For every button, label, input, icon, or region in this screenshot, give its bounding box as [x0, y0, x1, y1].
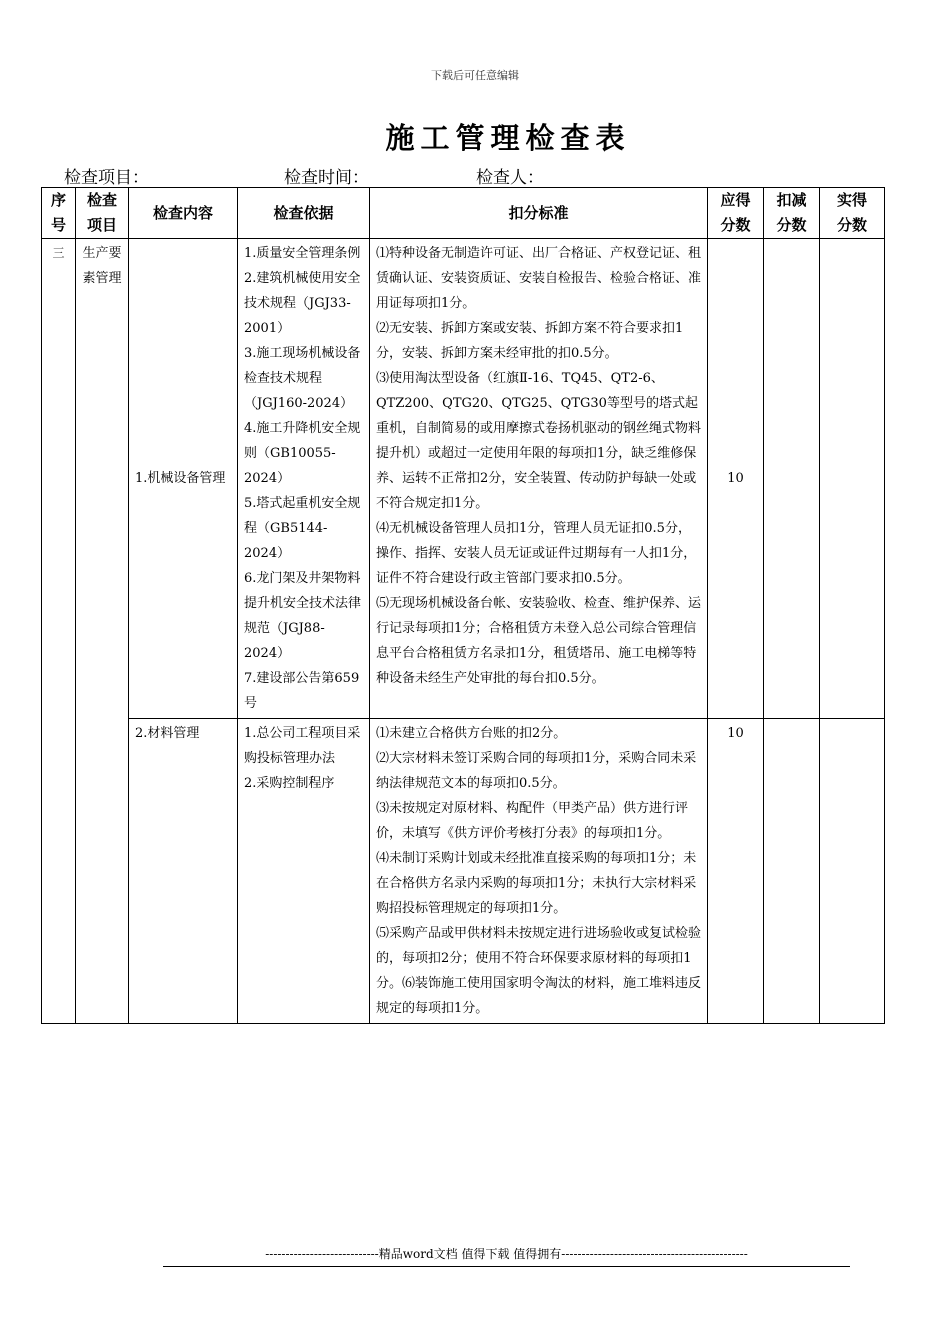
row-deduct-score[interactable]: [764, 239, 820, 719]
inspection-table: [41, 187, 885, 1024]
table-row: [42, 719, 885, 1024]
row-actual-score[interactable]: [820, 239, 885, 719]
header-deduct-score: 扣减 分数: [764, 188, 820, 239]
group-seq: 三: [42, 239, 76, 1024]
row-basis: 1.总公司工程项目采购投标管理办法 2.采购控制程序: [238, 719, 370, 1024]
group-item: 生产要素管理: [76, 239, 129, 1024]
page-title: 施工管理检查表: [385, 121, 631, 155]
header-due-score: 应得 分数: [708, 188, 764, 239]
row-content: 1.机械设备管理: [129, 239, 238, 719]
header-note: 下载后可任意编辑: [431, 69, 519, 82]
row-deduct-score[interactable]: [764, 719, 820, 1024]
row-content: 2.材料管理: [129, 719, 238, 1024]
header-actual-score: 实得 分数: [820, 188, 885, 239]
header-row: [42, 188, 885, 239]
row-due-score: 10: [708, 719, 764, 1024]
table-row: [42, 239, 885, 719]
header-content: 检查内容: [129, 188, 238, 239]
time-label: 检查时间：: [284, 168, 369, 188]
row-basis: 1.质量安全管理条例 2.建筑机械使用安全技术规程（JGJ33-2001） 3.施工现场机械设备检查技术规程（JGJ160-2024） 4.施工升降机安全规则（GB10055-2024） 5.塔式起重机安全规程（GB5144-2024） 6.龙门架及井架物料提升机安全技术法律规范（JGJ88-2024） 7.建设部公告第659号: [238, 239, 370, 719]
header-standard: 扣分标准: [370, 188, 708, 239]
header-basis: 检查依据: [238, 188, 370, 239]
row-due-score: 10: [708, 239, 764, 719]
project-label: 检查项目：: [64, 168, 149, 188]
header-item: 检查 项目: [76, 188, 129, 239]
inspector-label: 检查人：: [476, 168, 544, 188]
row-standard: ⑴未建立合格供方台账的扣2分。 ⑵大宗材料未签订采购合同的每项扣1分，采购合同未采纳法律规范文本的每项扣0.5分。 ⑶未按规定对原材料、构配件（甲类产品）供方进行评价，未填写《供方评价考核打分表》的每项扣1分。 ⑷未制订采购计划或未经批准直接采购的每项扣1分；未在合格供方名录内采购的每项扣1分；未执行大宗材料采购招投标管理规定的每项扣1分。 ⑸采购产品或甲供材料未按规定进行进场验收或复试检验的，每项扣2分；使用不符合环保要求原材料的每项扣1分。⑹装饰施工使用国家明令淘汰的材料，施工堆料违反规定的每项扣1分。: [370, 719, 708, 1024]
footer-note: ----------------------------精品word文档 值得下载 值得拥有----------------------------------------------: [163, 1245, 850, 1267]
row-actual-score[interactable]: [820, 719, 885, 1024]
header-seq: 序 号: [42, 188, 76, 239]
row-standard: ⑴特种设备无制造许可证、出厂合格证、产权登记证、租赁确认证、安装资质证、安装自检报告、检验合格证、准用证每项扣1分。 ⑵无安装、拆卸方案或安装、拆卸方案不符合要求扣1分，安装、拆卸方案未经审批的扣0.5分。 ⑶使用淘汰型设备（红旗Ⅱ-16、TQ45、QT2-6、QTZ200、QTG20、QTG25、QTG30等型号的塔式起重机，自制简易的或用摩擦式卷扬机驱动的钢丝绳式物料提升机）或超过一定使用年限的每项扣1分，缺乏维修保养、运转不正常扣2分，安全装置、传动防护每缺一处或不符合规定扣1分。 ⑷无机械设备管理人员扣1分，管理人员无证扣0.5分，操作、指挥、安装人员无证或证件过期每有一人扣1分，证件不符合建设行政主管部门要求扣0.5分。 ⑸无现场机械设备台帐、安装验收、检查、维护保养、运行记录每项扣1分；合格租赁方未登入总公司综合管理信息平台合格租赁方名录扣1分，租赁塔吊、施工电梯等特种设备未经生产处审批的每台扣0.5分。: [370, 239, 708, 719]
